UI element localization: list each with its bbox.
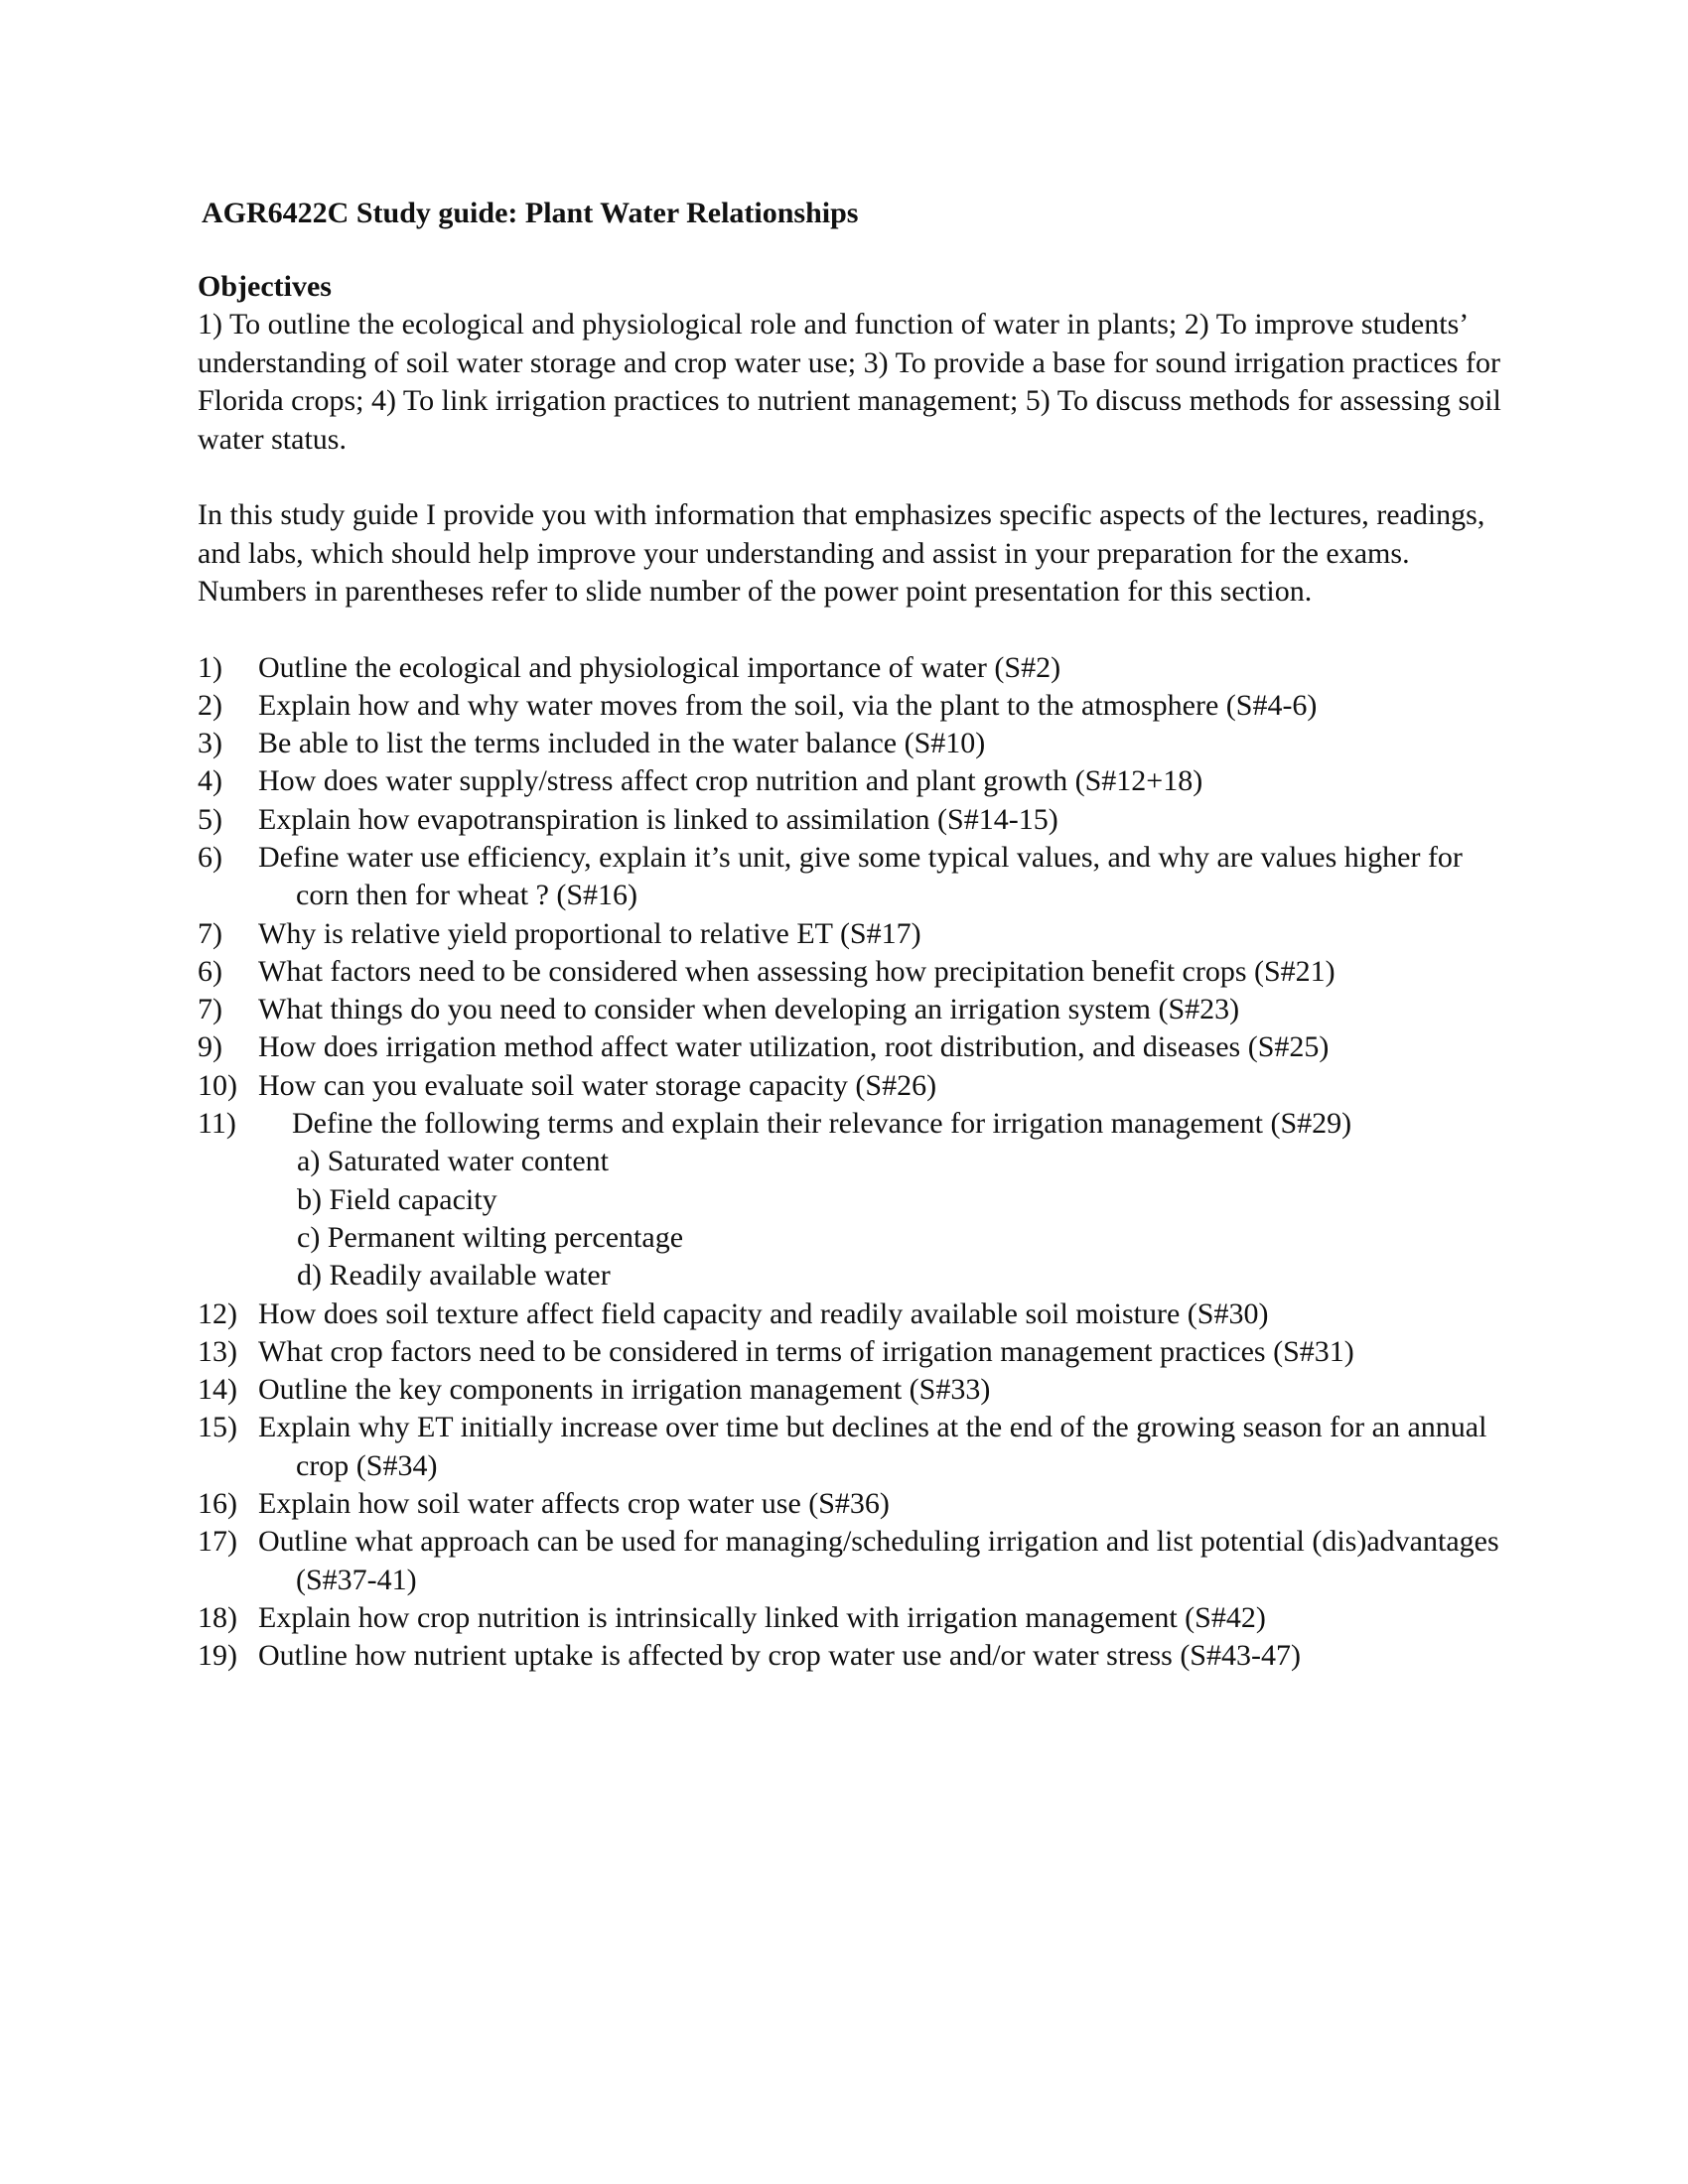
item-number: 17) [198, 1525, 237, 1559]
item-number: 7) [198, 916, 222, 950]
objectives-paragraph: 1) To outline the ecological and physiological role and function of water in plants; 2) To improve students’ understanding of soil water storage and crop water use; 3) To provide a base for sound irrigation practices for Florida crops; 4) To link irrigation practices to nutrient management; 5) To discuss methods for assessing soil water status. [198, 308, 1501, 456]
list-item [198, 687, 1508, 725]
item-text: What factors need to be considered when assessing how precipitation benefit crops (S#21) [258, 954, 1336, 988]
item-number: 3) [198, 727, 222, 760]
item-text: Explain how and why water moves from the soil, via the plant to the atmosphere (S#4-6) [258, 688, 1318, 722]
item-text: Explain how crop nutrition is intrinsically linked with irrigation management (S#42) [258, 1600, 1266, 1634]
item-number: 1) [198, 650, 222, 684]
objectives-heading: Objectives [198, 270, 332, 303]
sub-list-item: b) Field capacity [297, 1182, 497, 1216]
item-text: Outline the ecological and physiological importance of water (S#2) [258, 650, 1061, 684]
item-number: 18) [198, 1600, 237, 1634]
list-item [198, 1637, 1508, 1675]
item-text: Be able to list the terms included in the water balance (S#10) [258, 727, 986, 760]
item-number: 4) [198, 764, 222, 798]
list-item [198, 1409, 1508, 1485]
item-number: 12) [198, 1297, 237, 1330]
item-number: 5) [198, 802, 222, 836]
item-number: 16) [198, 1487, 237, 1521]
item-text: Outline the key components in irrigation management (S#33) [258, 1373, 991, 1407]
sub-list-item: a) Saturated water content [297, 1145, 610, 1178]
item-text: What things do you need to consider when developing an irrigation system (S#23) [258, 993, 1240, 1026]
list-item [198, 1296, 1508, 1333]
item-number: 13) [198, 1334, 237, 1368]
question-list [198, 649, 1508, 1676]
item-text: Define the following terms and explain their relevance for irrigation management (S#29) [292, 1107, 1352, 1141]
list-item [198, 1599, 1508, 1637]
list-item [198, 1485, 1508, 1523]
list-item [198, 649, 1508, 687]
item-number: 6) [198, 840, 222, 874]
list-item [198, 725, 1508, 762]
list-item [198, 953, 1508, 991]
item-number: 9) [198, 1030, 222, 1064]
list-item [198, 801, 1508, 839]
list-item [198, 839, 1508, 915]
item-text: Explain how soil water affects crop water use (S#36) [258, 1487, 890, 1521]
list-item [198, 1333, 1508, 1371]
item-text: How does water supply/stress affect crop nutrition and plant growth (S#12+18) [258, 764, 1203, 798]
item-text: Outline what approach can be used for managing/scheduling irrigation and list potential (dis)advantages (S#37-41) [258, 1525, 1499, 1596]
page-title: AGR6422C Study guide: Plant Water Relationships [202, 197, 859, 229]
item-text: How does irrigation method affect water utilization, root distribution, and diseases (S#25) [258, 1030, 1330, 1064]
item-number: 6) [198, 954, 222, 988]
list-item [198, 762, 1508, 800]
item-number: 19) [198, 1639, 237, 1673]
item-text: How can you evaluate soil water storage capacity (S#26) [258, 1068, 937, 1102]
item-text: Why is relative yield proportional to relative ET (S#17) [258, 916, 921, 950]
sub-list-item: c) Permanent wilting percentage [297, 1220, 684, 1254]
list-item [198, 1523, 1508, 1599]
list-item [198, 915, 1508, 953]
item-number: 11) [198, 1107, 236, 1141]
item-number: 2) [198, 688, 222, 722]
item-number: 14) [198, 1373, 237, 1407]
sub-list-item: d) Readily available water [297, 1259, 611, 1293]
item-number: 15) [198, 1411, 237, 1444]
item-text: How does soil texture affect field capacity and readily available soil moisture (S#30) [258, 1297, 1269, 1330]
item-text: Define water use efficiency, explain it’s unit, give some typical values, and why are values higher for corn then for wheat ? (S#16) [258, 840, 1463, 912]
list-item [198, 1028, 1508, 1066]
item-text: What crop factors need to be considered in terms of irrigation management practices (S#31) [258, 1334, 1354, 1368]
item-text: Explain how evapotranspiration is linked to assimilation (S#14-15) [258, 802, 1058, 836]
intro-paragraph: In this study guide I provide you with information that emphasizes specific aspects of the lectures, readings, and labs, which should help improve your understanding and assist in your preparation for the exams. Numbers in parentheses refer to slide number of the power point presentation for this section. [198, 498, 1485, 608]
item-number: 7) [198, 993, 222, 1026]
list-item [198, 1067, 1508, 1105]
list-item [198, 991, 1508, 1028]
item-number: 10) [198, 1068, 237, 1102]
definition-sublist [198, 1143, 1508, 1295]
list-item [198, 1371, 1508, 1409]
list-item [198, 1105, 1508, 1143]
study-guide-page [198, 195, 1508, 1676]
item-text: Explain why ET initially increase over time but declines at the end of the growing season for an annual crop (S#34) [258, 1411, 1487, 1482]
item-text: Outline how nutrient uptake is affected by crop water use and/or water stress (S#43-47) [258, 1639, 1301, 1673]
